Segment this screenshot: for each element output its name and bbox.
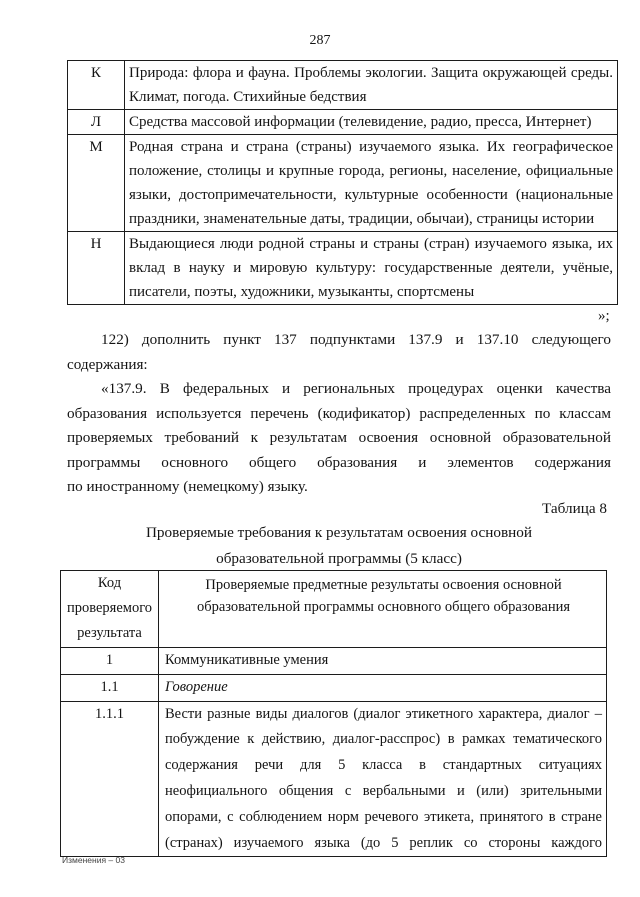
text-line: содержания: bbox=[67, 355, 148, 373]
text-line: вклад в науку и мировую культуру: государственные деятели, учёные, bbox=[129, 260, 613, 276]
table-title bbox=[67, 520, 611, 572]
paragraph-122 bbox=[67, 328, 611, 377]
text-line: образования используется перечень (кодификатор) распределенных по классам bbox=[67, 404, 611, 422]
title-line: Проверяемые требования к результатам освоения основной bbox=[145, 524, 533, 541]
table-header-row bbox=[61, 571, 607, 648]
text-line: Родная страна и страна (страны) изучаемого языка. Их географическое bbox=[129, 139, 613, 155]
requirements-table bbox=[60, 570, 607, 857]
title-line: образовательной программы (5 класс) bbox=[216, 550, 462, 567]
result-description bbox=[159, 701, 607, 857]
text-line: проверяемых требований к результатам освоения основной образовательной bbox=[67, 429, 611, 446]
topic-code: К bbox=[68, 61, 125, 110]
text-line: Средства массовой информации (телевидение, радио, пресса, Интернет) bbox=[129, 114, 592, 130]
header-line: образовательной программы основного общего образования bbox=[196, 599, 571, 615]
text-line: положение, столицы и крупные города, регионы, население, официальные bbox=[129, 163, 613, 179]
text-line: Коммуникативные умения bbox=[165, 652, 329, 668]
footer-revision: Изменения – 03 bbox=[62, 855, 125, 865]
page-number: 287 bbox=[309, 33, 331, 48]
table-row bbox=[68, 110, 618, 135]
topic-description bbox=[125, 110, 618, 135]
text-line: программы основного общего образования и элементов содержания bbox=[67, 453, 611, 471]
text-line: неофициального общения с вербальными и (или) зрительными bbox=[165, 782, 602, 799]
text-line: (странах) изучаемого языка (до 5 реплик со стороны каждого bbox=[165, 834, 602, 851]
header-line: проверяемого bbox=[66, 600, 153, 616]
text-line: Климат, погода. Стихийные бедствия bbox=[129, 89, 367, 105]
table-label: Таблица 8 bbox=[542, 500, 607, 517]
text-line: по иностранному (немецкому) языку. bbox=[67, 478, 308, 495]
text-line: языки, достопримечательности, культурные особенности (национальные bbox=[129, 187, 613, 203]
text-line: 122) дополнить пункт 137 подпунктами 137.9 и 137.10 следующего bbox=[101, 331, 611, 348]
results-column-header bbox=[159, 571, 607, 648]
text-line: содержания речи для 5 класса в стандартных ситуациях bbox=[165, 757, 602, 774]
header-line: Код bbox=[97, 575, 122, 591]
topic-description bbox=[125, 135, 618, 232]
text-line: опорами, с соблюдением норм речевого этикета, принятого в стране bbox=[165, 808, 602, 825]
result-code: 1.1.1 bbox=[61, 701, 159, 857]
topic-code: М bbox=[68, 135, 125, 232]
table-row bbox=[61, 701, 607, 857]
table-row bbox=[61, 648, 607, 675]
paragraph-137-9 bbox=[67, 377, 611, 500]
result-code: 1.1 bbox=[61, 674, 159, 701]
topic-description bbox=[125, 61, 618, 110]
text-line: праздники, знаменательные даты, традиции, обычаи), страницы истории bbox=[129, 211, 595, 227]
table-row bbox=[68, 232, 618, 305]
text-line: Вести разные виды диалогов (диалог этикетного характера, диалог – bbox=[165, 705, 602, 722]
table-row bbox=[61, 674, 607, 701]
result-code: 1 bbox=[61, 648, 159, 675]
table-row bbox=[68, 135, 618, 232]
text-line: писатели, поэты, художники, музыканты, спортсмены bbox=[129, 284, 475, 300]
topic-code: Н bbox=[68, 232, 125, 305]
code-column-header bbox=[61, 571, 159, 648]
header-line: результата bbox=[77, 625, 142, 641]
text-line: «137.9. В федеральных и региональных процедурах оценки качества bbox=[101, 380, 611, 397]
text-line: Выдающиеся люди родной страны и страны (стран) изучаемого языка, их bbox=[129, 236, 613, 252]
text-line: Говорение bbox=[165, 678, 228, 695]
text-line: Природа: флора и фауна. Проблемы экологии. Защита окружающей среды. bbox=[129, 65, 613, 81]
header-line: Проверяемые предметные результаты освоения основной bbox=[205, 577, 562, 593]
text-line: побуждение к действию, диалог-расспрос) в рамках тематического bbox=[165, 731, 602, 748]
closing-quote: »; bbox=[598, 308, 610, 324]
topic-code: Л bbox=[68, 110, 125, 135]
result-description bbox=[159, 648, 607, 675]
table-row bbox=[68, 61, 618, 110]
topics-table bbox=[67, 60, 618, 305]
result-description bbox=[159, 674, 607, 701]
topic-description bbox=[125, 232, 618, 305]
